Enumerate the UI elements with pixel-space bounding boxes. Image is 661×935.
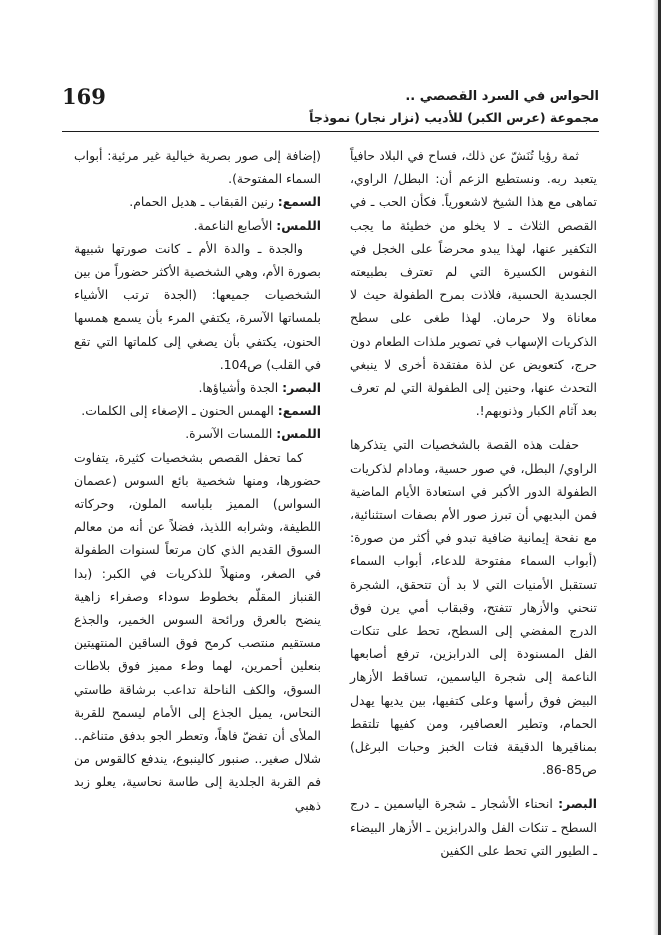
left-column: [74, 144, 321, 817]
paragraph-continuation: (إضافة إلى صور بصرية خيالية غير مرئية: أبواب السماء المفتوحة).: [74, 148, 321, 187]
right-column: [350, 144, 597, 862]
paragraph-grandmother: والجدة ـ والدة الأم ـ كانت صورتها شبيهة بصورة الأم، وهي الشخصية الأكثر حضوراً من بين الشخصيات جميعها: (الجدة ترتب الأشياء بلمساتها الآسرة، يكتفي المرء بأن يسمع همسها الحنون، يكتفي بأن يصغي إلى كلماتها التي تقع في القلب) ص104.: [74, 240, 321, 372]
sense-label-sight: البصر:: [558, 796, 597, 812]
paragraph-mother: حفلت هذه القصة بالشخصيات التي يتذكرها الراوي/ البطل، في صور حسية، ومادام لذكريات الطفولة الدور الأكبر في استعادة الأيام الماضية فمن البديهي أن تبرز صور الأم بصفات استثنائية، مع نفحة إيمانية ضافية تبدو في أكثر من صورة: (أبواب السماء مفتوحة للدعاء، أبواب السماء تستقبل الأمنيات التي لا بد أن تتحقق، الشجرة تنحني والأزهار تتفتح، وقبقاب أمي يرن فوق الدرج المفضي إلى السطح، تحط على تنكات الفل المسنودة إلى الدرابزين، ترفع أصابعها الناعمة إلى شجرة الياسمين، تساقط الأزهار البيض فوق رأسها وعلى كتفيها، بين يديها يهدل الحمام، وتطير العصافير، ومن كفيها تلتقط بمناقيرها الدقيقة فتات الخبز وحبات البرغل) ص85-86.: [350, 437, 597, 778]
sense-text-hearing: رنين القبقاب ـ هديل الحمام.: [129, 194, 274, 210]
sense-label-hearing: السمع:: [277, 194, 321, 210]
sense-label-hearing: السمع:: [277, 403, 321, 419]
sense-text-touch: اللمسات الآسرة.: [185, 426, 273, 442]
running-header-subtitle: مجموعة (عرس الكبر) للأديب (نزار نجار) نموذجاً: [309, 110, 599, 125]
senses-touch-grandmother: [74, 422, 321, 445]
sense-text-touch: الأصابع الناعمة.: [193, 217, 273, 233]
header-divider: [62, 131, 599, 132]
senses-hearing-mother: [74, 190, 321, 213]
paragraph-licorice-seller: كما تحفل القصص بشخصيات كثيرة، يتفاوت حضورها، ومنها شخصية بائع السوس (عصمان السواس) المميز بلباسه الملون، وحركاته اللطيفة، وشرابه اللذيذ، فضلاً عن أنه من معالم السوق القديم الذي كان مرتعاً لسنوات الطفولة في الصغر، ومنهلاً للذكريات في الكبر: (بدا القنباز المقلّم بخطوط سوداء وصفراء زاهية ينضح بالعرق ورائحة السوس الخمير، والجذع مستقيم منتصب كرمح فوق الساقين المنتهيتين بنعلين أحمرين، لهما وطء مميز فوق بلاطات السوق، والكف الناحلة تداعب برشاقة طاستي النحاس، يميل الجذع إلى الأمام ليسمح للقربة الملأى أن تفضّ فاهاً، وتعطر الجو بدفق متناغم.. شلال صغير.. صنبور كالينبوع، يندفع كالقوس من فم القربة الجلدية إلى طاسة نحاسية، يعلو زبد ذهبي: [74, 449, 321, 813]
senses-touch-mother: [74, 214, 321, 237]
sense-text-sight: انحناء الأشجار ـ شجرة الياسمين ـ درج السطح ـ تنكات الفل والدرابزين ـ الأزهار البيضاء ـ الطيور التي تحط على الكفين: [350, 796, 597, 858]
senses-hearing-grandmother: [74, 399, 321, 422]
sense-label-touch: اللمس:: [276, 426, 321, 442]
senses-sight-grandmother: [74, 376, 321, 399]
sense-label-touch: اللمس:: [276, 217, 321, 233]
sense-label-sight: البصر:: [282, 380, 321, 396]
sense-text-sight: الجدة وأشياؤها.: [198, 380, 279, 396]
sense-text-hearing: الهمس الحنون ـ الإصغاء إلى الكلمات.: [81, 403, 274, 419]
paragraph-pilgrim: ثمة رؤيا تُنَشّ عن ذلك، فساح في البلاد حافياً يتعبد ربه. ونستطيع الزعم أن: البطل/ الراوي، تماهى مع هذا الشيخ لاشعورياً. فكأن الحب ـ في القصص الثلاث ـ لا يخلو من خطيئة ما يجب التكفير عنها، لهذا يبدو محرضاً على الخجل في النفوس الكسيرة التي لم تعترف بطبيعته الجسدية الحسية، فلاذت بمرح الطفولة حيث لا معاناة ولا حرمان. لهذا طغى على سطح الذكريات الإسهاب في تصوير ملذات الطعام دون حرج، كتعويض عن لذة مفتقدة أخرى لا ينبغي التحدث عنها، وحنين إلى الطفولة التي لم تعرف بعد آثام الكبار وذنوبهم!.: [350, 148, 597, 419]
senses-sight-mother: [350, 792, 597, 862]
page-edge-shadow: [653, 0, 658, 935]
running-header-title: الحواس في السرد القصصي ..: [405, 89, 599, 104]
page-number: 169: [62, 84, 106, 109]
